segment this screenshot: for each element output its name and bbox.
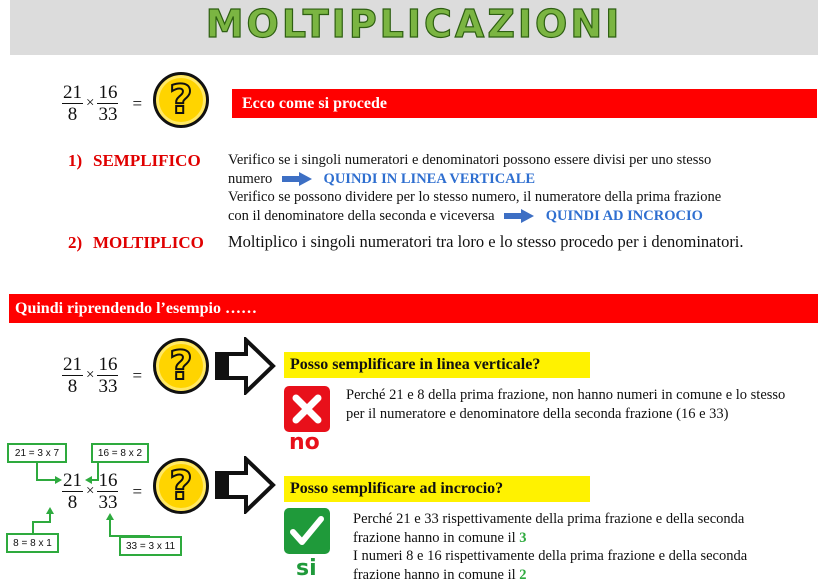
denominator: 8 bbox=[67, 492, 78, 513]
example-expression bbox=[62, 82, 142, 125]
step1-number: 1) bbox=[68, 151, 83, 170]
fraction-first bbox=[62, 82, 83, 125]
explanation-line: Perché 21 e 33 rispettivamente della prima frazione e della seconda bbox=[353, 511, 745, 527]
numerator: 21 bbox=[63, 354, 82, 375]
step1-line: con il denominatore della seconda e viceversa QUINDI AD INCROCIO bbox=[228, 207, 703, 224]
step1-text bbox=[228, 151, 788, 225]
denominator: 8 bbox=[67, 376, 78, 397]
common-factor-3: 3 bbox=[519, 529, 527, 546]
explanation-line: frazione hanno in comune il 2 bbox=[353, 566, 527, 583]
arrow-right-icon bbox=[282, 172, 312, 186]
page-title: MOLTIPLICAZIONI bbox=[205, 2, 623, 46]
fraction-second bbox=[97, 354, 118, 397]
denominator: 33 bbox=[98, 104, 118, 125]
explanation-cross bbox=[353, 510, 813, 584]
equals-sign: = bbox=[132, 365, 143, 385]
step2-label: MOLTIPLICO bbox=[93, 233, 204, 252]
common-factor-2: 2 bbox=[519, 566, 527, 583]
block-arrow-icon bbox=[214, 456, 276, 514]
numerator: 21 bbox=[63, 470, 82, 491]
factor-8-box: 8 = 8 x 1 bbox=[6, 533, 59, 553]
step1-line: Verifico se possono dividere per lo stesso numero, il numeratore della prima frazione bbox=[228, 189, 722, 205]
no-label: no bbox=[289, 430, 320, 455]
vertical-highlight: QUINDI IN LINEA VERTICALE bbox=[323, 170, 536, 187]
times-sign: × bbox=[86, 367, 95, 383]
question-mark-icon: ? bbox=[153, 72, 209, 128]
question-mark-icon: ? bbox=[153, 458, 209, 514]
explanation-line: I numeri 8 e 16 rispettivamente della prima frazione e della seconda bbox=[353, 548, 748, 564]
example-expression bbox=[62, 354, 142, 397]
yes-check-icon bbox=[284, 508, 330, 554]
equals-sign: = bbox=[132, 481, 143, 501]
cross-highlight: QUINDI AD INCROCIO bbox=[545, 207, 703, 224]
resume-banner: Quindi riprendendo l’esempio …… bbox=[9, 294, 818, 323]
step1-label: SEMPLIFICO bbox=[93, 151, 201, 170]
fraction-first bbox=[62, 354, 83, 397]
example-expression bbox=[62, 470, 142, 513]
no-x-icon bbox=[284, 386, 330, 432]
equals-sign: = bbox=[132, 93, 143, 113]
step2-number: 2) bbox=[68, 233, 83, 252]
times-sign: × bbox=[86, 95, 95, 111]
fraction-second bbox=[97, 470, 118, 513]
numerator: 21 bbox=[63, 82, 82, 103]
question-vertical: Posso semplificare in linea verticale? bbox=[284, 352, 590, 378]
explanation-line: frazione hanno in comune il 3 bbox=[353, 529, 527, 546]
denominator: 33 bbox=[98, 492, 118, 513]
explanation-vertical: Perché 21 e 8 della prima frazione, non hanno numeri in comune e lo stesso per il numeratore e denominatore della seconda frazione (16 e 33) bbox=[346, 387, 786, 422]
denominator: 33 bbox=[98, 376, 118, 397]
factor-21-box: 21 = 3 x 7 bbox=[7, 443, 67, 463]
numerator: 16 bbox=[98, 82, 118, 103]
numerator: 16 bbox=[98, 470, 118, 491]
si-label: si bbox=[296, 556, 317, 581]
numerator: 16 bbox=[98, 354, 118, 375]
question-cross: Posso semplificare ad incrocio? bbox=[284, 476, 590, 502]
fraction-first bbox=[62, 470, 83, 513]
step1-line: Verifico se i singoli numeratori e denominatori possono essere divisi per uno stesso bbox=[228, 152, 712, 168]
question-mark-icon: ? bbox=[153, 338, 209, 394]
step1-line: numero QUINDI IN LINEA VERTICALE bbox=[228, 170, 536, 187]
denominator: 8 bbox=[67, 104, 78, 125]
factor-16-box: 16 = 8 x 2 bbox=[91, 443, 149, 463]
procedure-banner: Ecco come si procede bbox=[232, 89, 817, 118]
block-arrow-icon bbox=[214, 337, 276, 395]
fraction-second bbox=[97, 82, 118, 125]
times-sign: × bbox=[86, 483, 95, 499]
arrow-right-icon bbox=[504, 209, 534, 223]
step2-text: Moltiplico i singoli numeratori tra loro e lo stesso procedo per i denominatori. bbox=[228, 232, 744, 251]
factor-33-box: 33 = 3 x 11 bbox=[119, 536, 182, 556]
